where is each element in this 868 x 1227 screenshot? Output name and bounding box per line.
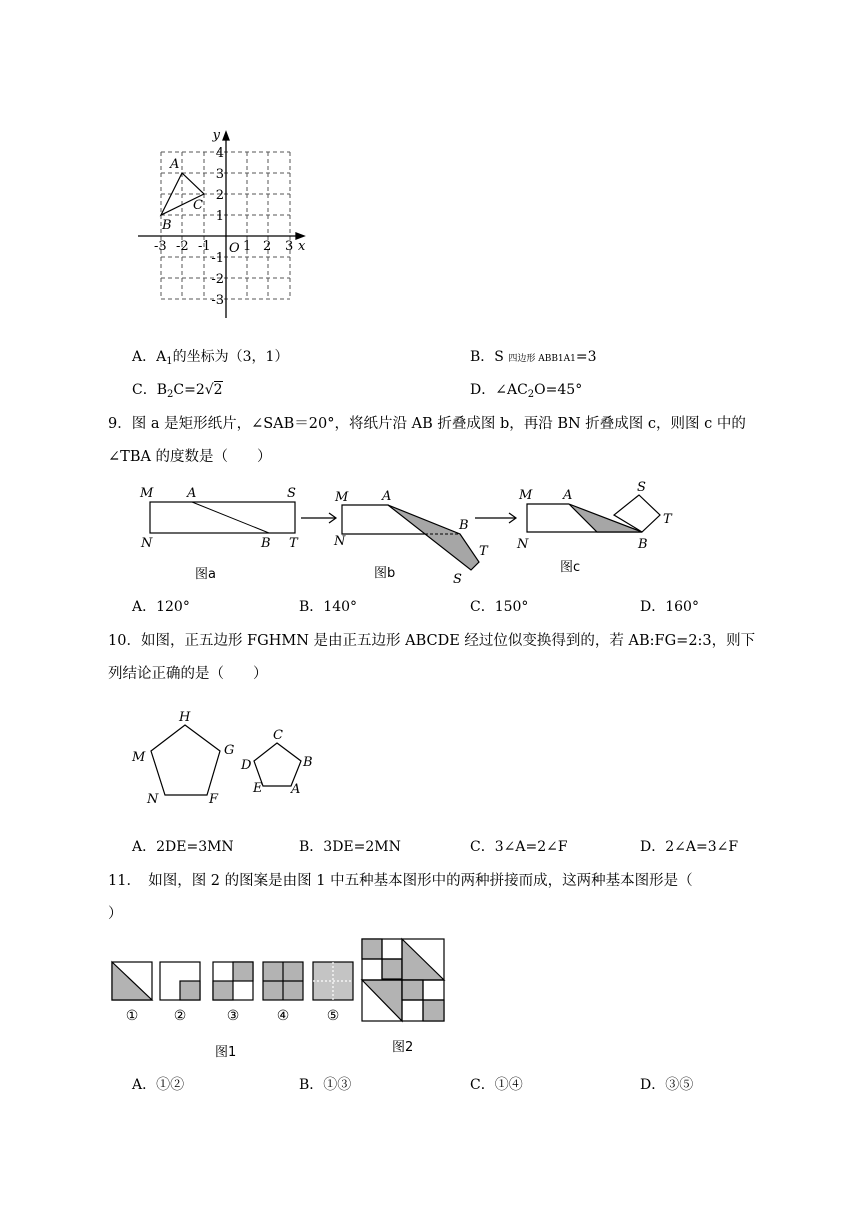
x-tick: -2 [176,239,189,254]
option-text: =3 [575,349,597,365]
option-text: C=2 [173,382,205,398]
sqrt-sign: √ [204,382,214,398]
q9-option-b: B．140° [299,599,358,615]
x-axis-label: x [298,239,306,254]
label-s: S [637,480,646,495]
label-t: T [289,536,298,551]
figure-a [139,486,299,582]
option-text: B [156,382,168,398]
option-text: ∠AC [495,382,528,398]
label-a: A [187,486,197,501]
y-tick: -2 [211,272,224,287]
figure-2-caption: 图2 [392,1040,414,1055]
q9-stem-line2: ∠TBA 的度数是（ ） [108,449,272,465]
label-e: E [253,781,263,796]
q8-option-c [132,381,223,399]
subscript-text: 四边形 ABB1A1 [508,354,576,364]
q8-option-b [470,348,597,368]
basic-shape-5 [313,962,353,1000]
figure-1-caption: 图1 [215,1045,237,1060]
caption-c: 图c [560,560,581,575]
y-tick: 4 [215,146,224,161]
label-m: M [140,486,154,501]
basic-shape-3 [213,962,253,1000]
shape-number: ② [173,1008,187,1024]
q11-tiling-figures [105,934,450,1064]
q10-option-c: C．3∠A=2∠F [470,839,568,855]
x-tick: -3 [154,239,167,254]
option-letter: A． [132,349,157,365]
label-m: M [132,750,146,765]
arrow-right-icon [475,513,516,523]
caption-a: 图a [195,567,216,582]
basic-shape-2 [160,962,200,1000]
sqrt-radicand: 2 [213,382,223,398]
figure-c [516,480,673,575]
q10-pentagons [128,703,328,813]
label-a: A [291,782,301,797]
label-m: M [519,488,533,503]
label-b: B [261,536,271,551]
x-tick: 2 [263,239,272,254]
label-h: H [179,710,191,725]
q9-option-d: D．160° [640,599,699,615]
option-text: O=45° [534,382,583,398]
label-b: B [303,755,313,770]
point-label-a: A [170,157,180,172]
option-text: S [494,349,509,365]
label-t: T [663,512,672,527]
option-text: A [156,349,167,365]
arrow-right-icon [301,513,336,523]
q9-option-a: A．120° [132,599,190,615]
subscript: 2 [167,389,174,400]
y-tick: 3 [215,167,224,182]
q9-folding-figures [135,478,725,590]
label-a: A [563,488,573,503]
label-f: F [209,792,219,807]
q11-stem-line2: ） [108,906,123,922]
x-tick: 3 [285,239,294,254]
shape-number: ⑤ [326,1008,340,1024]
q11-option-c: C．①④ [470,1077,523,1093]
label-n: N [141,536,153,551]
label-n: N [147,792,159,807]
label-n: N [334,534,346,549]
label-s: S [453,572,462,587]
label-b: B [638,537,648,552]
q11-option-b: B．①③ [299,1077,352,1093]
subscript: 2 [527,389,535,400]
y-tick: 1 [215,209,224,224]
q9-stem-line1: 9．图 a 是矩形纸片，∠SAB＝20°，将纸片沿 AB 折叠成图 b，再沿 BN 折叠成图 c，则图 c 中的 [108,416,746,432]
q9-option-c: C．150° [470,599,529,615]
pentagon-fghmn [151,725,220,795]
option-letter: B． [470,349,495,365]
shape-number: ③ [226,1008,240,1024]
y-tick: 2 [215,188,224,203]
q11-option-d: D．③⑤ [640,1077,694,1093]
caption-b: 图b [374,566,396,581]
point-label-c: C [193,198,203,213]
pentagon-abcde [254,743,301,786]
point-label-b: B [162,218,172,233]
label-s: S [287,486,296,501]
label-c: C [273,728,283,743]
label-m: M [335,490,349,505]
label-n: N [517,537,529,552]
label-d: D [241,758,252,773]
label-g: G [224,743,235,758]
y-axis-label: y [212,128,220,143]
figure-b [333,489,489,587]
label-b: B [459,518,469,533]
q10-option-d: D．2∠A=3∠F [640,839,739,855]
subscript: 1 [166,356,173,367]
y-tick: -1 [211,251,224,266]
shape-number: ④ [276,1008,290,1024]
option-letter: C． [132,382,157,398]
label-a: A [382,489,392,504]
q10-stem-line2: 列结论正确的是（ ） [108,666,268,682]
basic-shape-1 [112,962,152,1000]
shape-number: ① [125,1008,139,1024]
q10-stem-line1: 10．如图，正五边形 FGHMN 是由正五边形 ABCDE 经过位似变换得到的，若 AB:FG=2:3，则下 [108,633,756,649]
q10-option-b: B．3DE=2MN [299,839,401,855]
q11-stem-line1: 11． 如图，图 2 的图案是由图 1 中五种基本图形中的两种拼接而成，这两种基本图形是（ [108,873,693,889]
label-t: T [479,544,488,559]
x-tick: 1 [243,239,252,254]
coordinate-graph [130,128,315,323]
q11-option-a: A．①② [132,1077,185,1093]
y-tick-labels [211,146,224,308]
x-tick: -1 [198,239,211,254]
q8-option-d [470,381,582,399]
y-tick: -3 [211,293,224,308]
q10-option-a: A．2DE=3MN [132,839,234,855]
figure-2-pattern [362,939,444,1021]
q8-option-a [132,348,288,366]
basic-shape-4 [263,962,303,1000]
option-text: 的坐标为（3，1） [172,349,289,365]
option-letter: D． [470,382,496,398]
origin-label: O [229,241,240,256]
